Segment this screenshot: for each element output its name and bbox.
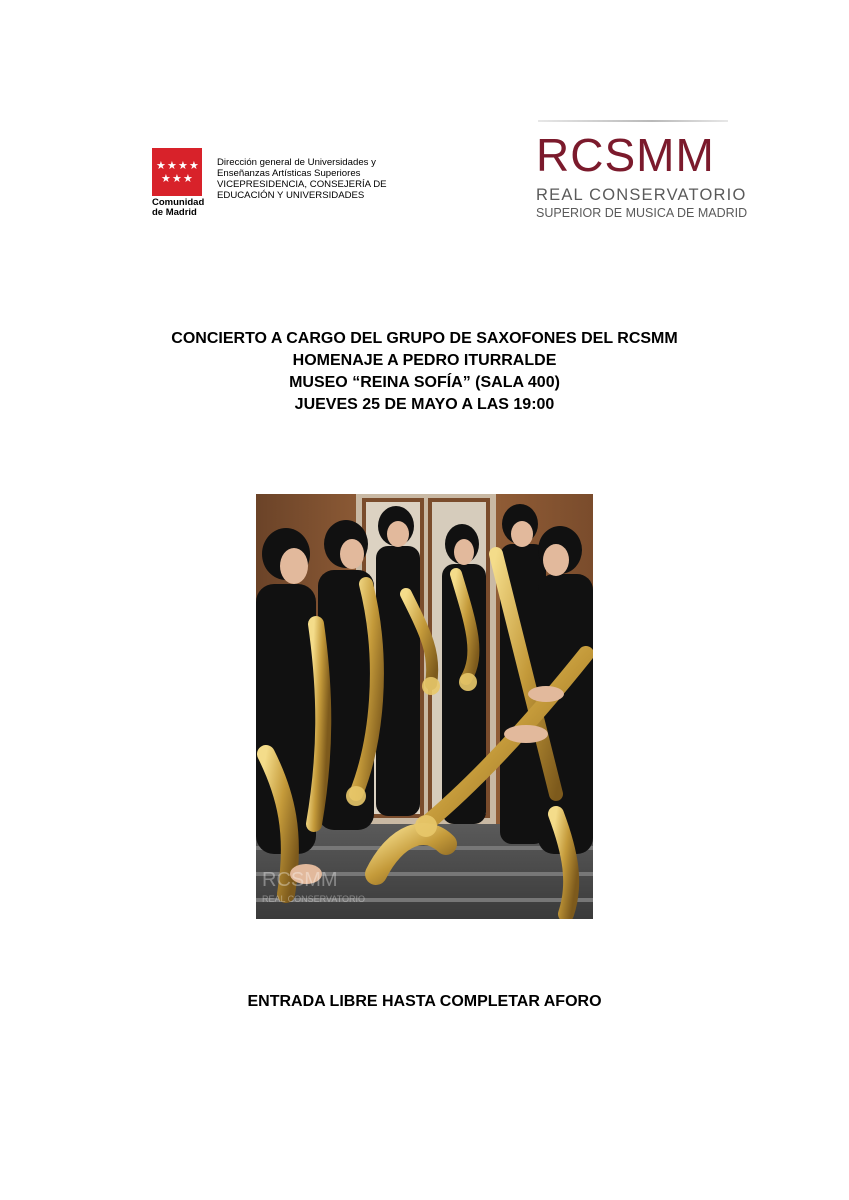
rcsmm-logo-rule [538,120,728,122]
comunidad-name-line1: Comunidad [152,197,205,208]
event-datetime: JUEVES 25 DE MAYO A LAS 19:00 [294,396,555,413]
photo-watermark-sub: REAL CONSERVATORIO [262,894,366,904]
comunidad-de-madrid-logo [152,148,206,218]
department-line: EDUCACIÓN Y UNIVERSIDADES [217,190,365,201]
event-title: CONCIERTO A CARGO DEL GRUPO DE SAXOFONES DEL RCSMM [171,330,678,347]
event-tribute: HOMENAJE A PEDRO ITURRALDE [292,352,557,369]
madrid-flag-icon: ★ ★ ★ ★ ★ ★ ★ [152,148,202,196]
rcsmm-mark: RCSMM [536,129,715,181]
comunidad-name [152,198,206,218]
comunidad-department-text [217,157,407,201]
comunidad-name-line2: de Madrid [152,207,197,218]
entry-notice: ENTRADA LIBRE HASTA COMPLETAR AFORO [247,993,602,1010]
department-line: Enseñanzas Artísticas Superiores [217,168,361,179]
rcsmm-line2: SUPERIOR DE MUSICA DE MADRID [536,206,748,220]
event-venue: MUSEO “REINA SOFÍA” (SALA 400) [289,374,560,391]
rcsmm-line1: REAL CONSERVATORIO [536,186,747,204]
event-details [0,328,849,416]
photo-watermark-mark: RCSMM [262,869,338,891]
rcsmm-logo [536,120,748,220]
department-line: VICEPRESIDENCIA, CONSEJERÍA DE [217,179,387,190]
saxophone-ensemble-photo [256,494,593,919]
department-line: Dirección general de Universidades y [217,157,376,168]
